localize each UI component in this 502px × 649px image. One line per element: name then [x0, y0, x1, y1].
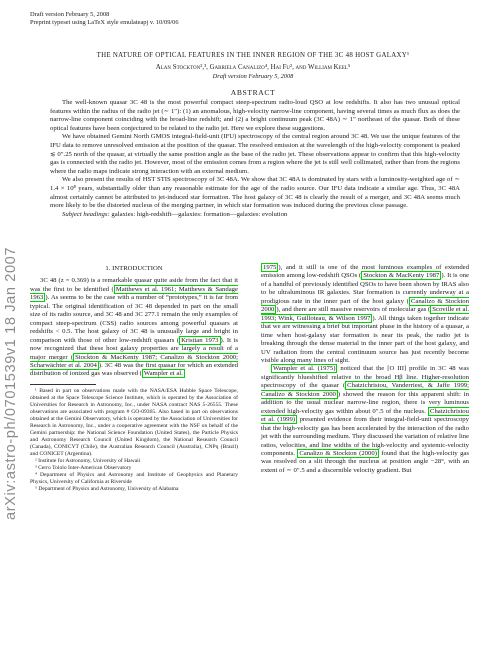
intro-paragraph [30, 277, 238, 378]
text-run: noticed that the [O III] profile in 3C 48 was significantly blueshifted relative to the broad Hβ line. Higher-resolution spectroscopy of the quasar ( [261, 365, 469, 390]
footnotes [30, 388, 238, 493]
preprint-line: Preprint typeset using LaTeX style emulateapj v. 10/09/06 [30, 19, 179, 26]
text-run: ). 3C 48 was the first quasar for which an extended distribution of ionized gas was observed ( [30, 361, 238, 378]
footnote: ³ Cerro Tololo Inter-American Observatory [35, 464, 132, 471]
left-column [30, 265, 238, 493]
text-run: ), and there are still massive reservoirs of molecular gas ( [276, 306, 431, 314]
abstract-paragraph: We also present the results of HST STIS spectroscopy of 3C 48A. We show that 3C 48A is dominated by stars with a luminosity-weighted age of ∼ 1.4 × 10⁸ years, substantially older than any reasonable estimate for the age of the radio source. Our IFU data indicate a similar age. Thus, 3C 48A almost certainly cannot be attributed to jet-induced star formation. The host galaxy of 3C 48 is clearly the result of a merger, and 3C 48A seems much more likely to be the distorted nucleus of the merging partner, in which star formation was induced during the previous close passage. [50, 176, 460, 210]
subject-headings [50, 211, 460, 220]
footnote: ⁵ Department of Physics and Astronomy, University of Alabama [35, 485, 179, 492]
text-run: ). As seems to be the case with a number of “prototypes,” it is far from typical. The original identification of 3C 48 depended in part on the small size of its radio source, and 3C 48 and 3C 277.1 remain the only examples of compact steep-spectrum (CSS) radio sources among powerful quasars at redshifts < 0.5. The host galaxy of 3C 48 is unusually large and bright in comparison with those of other low-redshift quasars ( [30, 294, 238, 344]
author-list: Alan Stockton²,³, Gabriela Canalizo⁴, Hai Fu², and William Keel⁵ [155, 64, 351, 71]
citation-link[interactable]: Wampler et al. [143, 370, 183, 378]
citation-link[interactable]: Chatzichristou et al. (1999) [261, 407, 469, 424]
draft-date: Draft version February 5, 2008 [212, 73, 294, 80]
citation-link[interactable]: Kristian 1973 [181, 336, 219, 344]
abstract-paragraph: The well-known quasar 3C 48 is the most powerful compact steep-spectrum radio-loud QSO at low redshifts. It also has two unusual optical features within the radius of the radio jet (∼ 1″): (1) an anomalous, high-velocity narrow-line component, having several times as much flux as does the narrow-line component coinciding with the broad-line redshift; and (2) a bright continuum peak (3C 48A) ∼ 1″ northeast of the quasar. Both of these optical features have been conjectured to be related to the radio jet. Here we explore these suggestions. [50, 99, 460, 132]
citation-link[interactable]: Matthews et al. 1961; Matthews & Sandage 1963 [30, 285, 238, 302]
text-run: ). It is one of a handful of previously identified QSOs to have been shown by IRAS also to be ultraluminous IR galaxies. Star formation is currently underway at a prodigious rate in the inner part of the host galaxy ( [261, 272, 469, 305]
paper-title: THE NATURE OF OPTICAL FEATURES IN THE INNER REGION OF THE 3C 48 HOST GALAXY¹ [96, 52, 410, 59]
citation-link[interactable]: Wampler et al. (1975) [273, 365, 336, 373]
footnote: ¹ Based in part on observations made with the NASA/ESA Hubble Space Telescope, obtained at the Space Telescope Science Institute, which is operated by the Association of Universities for Research in Astronomy, Inc., under NASA contract NAS 5-26555. These observations are associated with program # GO-09365. Also based in part on observations obtained at the Gemini Observatory, which is operated by the Association of Universities for Research in Astronomy, Inc., under a cooperative agreement with the NSF on behalf of the Gemini partnership: the National Science Foundation (United States), the Particle Physics and Astronomy Research Council (United Kingdom), the National Research Council (Canada), CONICYT (Chile), the Australian Research Council (Australia), CNPq (Brazil) and CONICET (Argentina). [30, 387, 238, 457]
text-run: found that the high-velocity gas was resolved on a slit through the nucleus at position angle −28°, with an extent of ∼ 0″.5 and a discernible velocity gradient. But [261, 449, 469, 474]
draft-version-line: Draft version February 5, 2008 [30, 11, 110, 18]
footnote: ² Institute for Astronomy, University of Hawaii [35, 457, 141, 464]
citation-link[interactable]: Stockton & MacKenty 1987 [363, 272, 440, 280]
text-run: ) showed the reason for this apparent shift: in addition to the usual nuclear narrow-line region, there is very luminous extended high-velocity gas within about 0″.5 of the nucleus. [261, 390, 470, 415]
abstract-paragraph: We have obtained Gemini North GMOS integral-field-unit (IFU) spectroscopy of the central region around 3C 48. We use the unique features of the IFU data to remove unresolved emission at the position of the quasar. The resolved emission at the wavelength of the high-velocity component is peaked ≲ 0″.25 north of the quasar, at virtually the same position angle as the base of the radio jet. These observations appear to confirm that this high-velocity gas is connected with the radio jet. However, most of the emission comes from a region where the jet is still well collimated, rather than from the regions where the radio maps indicate strong interaction with an external medium. [50, 133, 460, 175]
citation-link[interactable]: Scoville et al. 1993; Wink, Guilloteau, & Wilson 1997 [261, 306, 469, 322]
intro-paragraph [261, 365, 469, 475]
subject-label: Subject headings: [62, 210, 110, 218]
text-run: presented evidence from their integral-field-unit spectroscopy that the high-velocity gas has been accelerated by the interaction of the radio jet with the surrounding medium. They discussed the variation of relative line ratios, velocities, and line widths of the high-velocity and systemic-velocity components. [261, 416, 469, 457]
section-heading: 1. INTRODUCTION [105, 265, 163, 272]
subject-text: galaxies: high-redshift—galaxies: formation—galaxies: evolution [111, 210, 288, 218]
abstract-heading: ABSTRACT [230, 88, 276, 97]
abstract-body [50, 99, 460, 219]
citation-link[interactable]: 1975 [263, 264, 277, 271]
footnote: ⁴ Department of Physics and Astronomy and Institute of Geophysics and Planetary Physics, University of California at Riverside [30, 471, 238, 485]
text-run: ). It is now recognized that these host galaxy properties are largely a result of a major merger ( [30, 336, 238, 361]
citation-link[interactable]: Stockton & MacKenty 1987; Canalizo & Stockton 2000; Scharwächter et al. 2004 [30, 353, 239, 369]
text-run: ), and it still is one of the most luminous examples of extended emission among low-redshift QSOs ( [261, 264, 469, 280]
citation-link[interactable]: Canalizo & Stockton 2000 [261, 297, 469, 314]
intro-paragraph-continued [261, 264, 469, 365]
text-run: 3C 48 (z = 0.369) is a remarkable quasar quite aside from the fact that it was the first to be identified ( [30, 277, 238, 293]
draft-header [30, 11, 179, 27]
citation-link[interactable]: Chatzichristou, Vanderriest, & Jaffe 1999; Canalizo & Stockton 2000 [261, 382, 469, 398]
citation-link[interactable]: Canalizo & Stockton (2000) [299, 449, 377, 457]
text-run: ). All things taken together indicate that we are witnessing a brief but important phase in the history of a quasar, a time when host-galaxy star formation is near its peak, the radio jet is breaking through the dense material in the inner part of the host galaxy, and UV radiation from the central continuum source has just recently become visible along many lines of sight. [261, 314, 470, 364]
right-column [261, 264, 469, 475]
arxiv-watermark[interactable]: arXiv:astro-ph/0701539v1 18 Jan 2007 [3, 246, 19, 520]
